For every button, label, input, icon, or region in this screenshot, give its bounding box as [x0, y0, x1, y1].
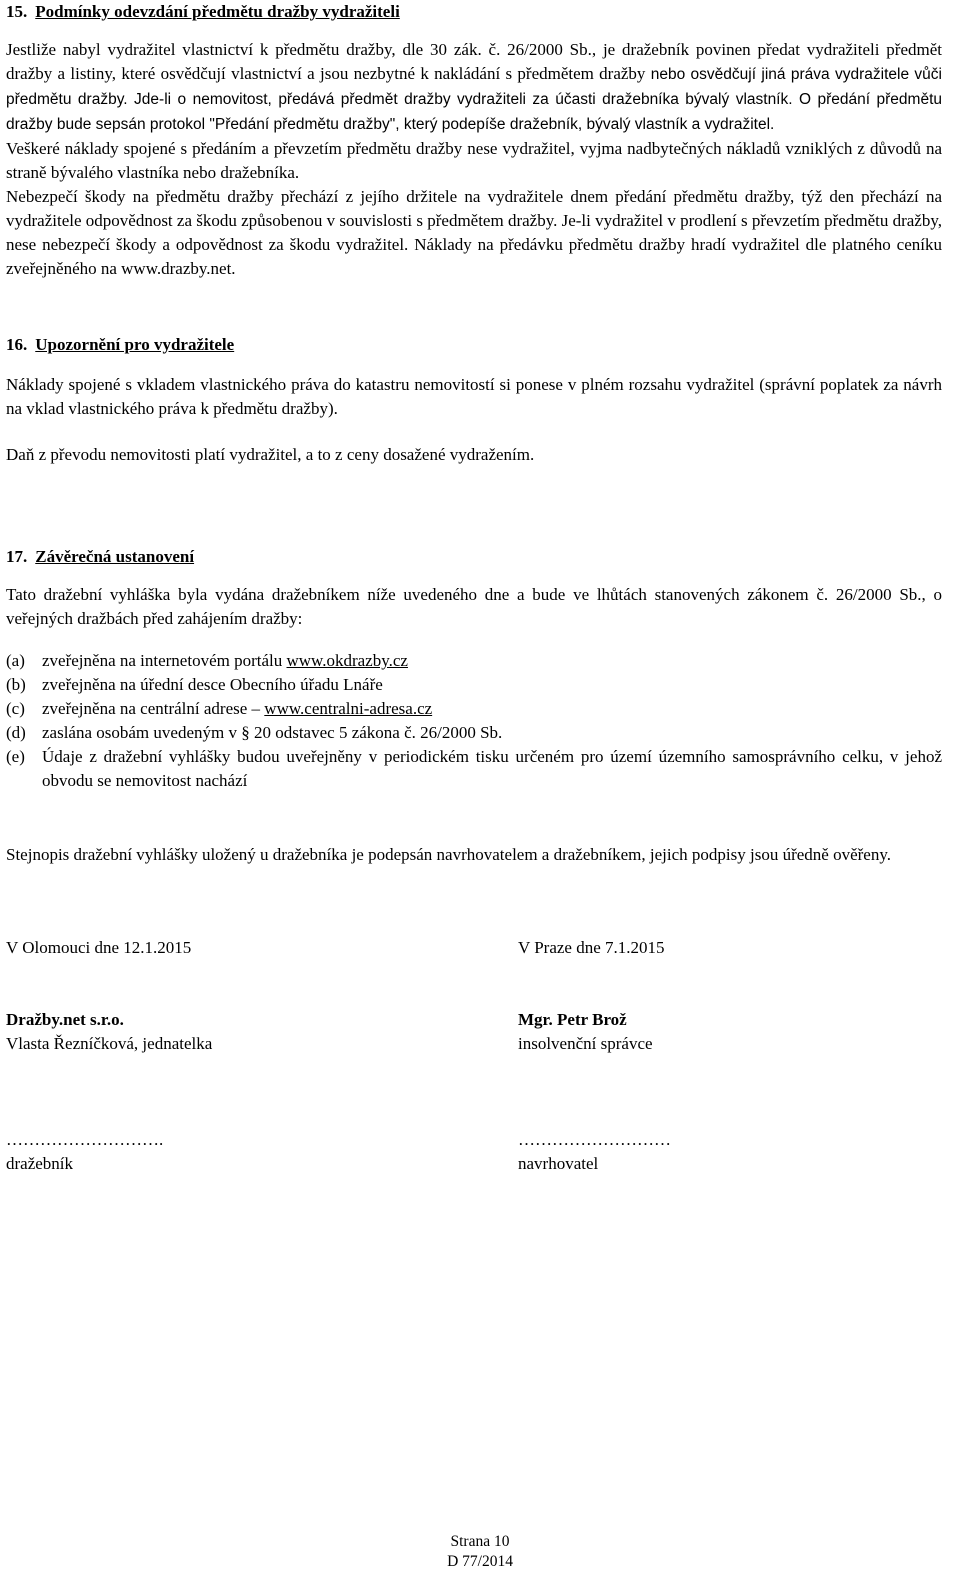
list-item-marker: (d): [6, 723, 26, 742]
list-item: [6, 745, 942, 793]
page-number: Strana 10: [450, 1533, 510, 1550]
okdrazby-link[interactable]: www.okdrazby.cz: [286, 651, 408, 670]
list-item-text: [42, 649, 942, 673]
document-number: D 77/2014: [447, 1553, 513, 1570]
signature-left-line: [6, 1128, 518, 1176]
list-item: [6, 697, 942, 721]
signature-left-person: Vlasta Řezníčková, jednatelka: [6, 1034, 213, 1053]
signature-right-person: insolvenční správce: [518, 1034, 653, 1053]
section-16-paragraph-2: Daň z převodu nemovitosti platí vydražitel, a to z ceny dosažené vydražením.: [6, 445, 535, 464]
section-17-paragraph-1: Tato dražební vyhláška byla vydána dražebníkem níže uvedeného dne a bude ve lhůtách stanovených zákonem č. 26/2000 Sb., o veřejných dražbách před zahájením dražby:: [6, 585, 942, 628]
list-item-text: [42, 697, 942, 721]
section-15-paragraph-1: [6, 38, 942, 137]
section-15-paragraph-1-part-b: nebo osvědčují jiná práva vydražitele vůči předmětu dražby. Jde-li o nemovitost, předává předmět dražby vydražiteli za účasti dražebníka bývalý vlastník. O předání předmětu dražby bude sepsán protokol "Předání předmětu dražby", který podepíše dražebník, bývalý vlastník a vydražitel.: [6, 66, 942, 133]
section-17-closing: Stejnopis dražební vyhlášky uložený u dražebníka je podepsán navrhovatelem a dražebníkem, jejich podpisy jsou úředně ověřeny.: [6, 845, 891, 864]
page-footer: [0, 1532, 960, 1572]
section-15-paragraph-2: Veškeré náklady spojené s předáním a převzetím předmětu dražby nese vydražitel, vyjma nadbytečných nákladů vzniklých z důvodů na straně bývalého vlastníka nebo dražebníka.: [6, 139, 942, 182]
signature-left-role: dražebník: [6, 1154, 74, 1173]
list-item-marker: (a): [6, 651, 25, 670]
signature-right-company: Mgr. Petr Brož: [518, 1010, 627, 1029]
signature-right-line: [518, 1128, 938, 1176]
publication-list: [6, 649, 942, 793]
signature-left-company: Dražby.net s.r.o.: [6, 1010, 124, 1029]
list-item-marker: (c): [6, 699, 25, 718]
signature-right-dots: ………………………: [518, 1130, 671, 1149]
signature-left-dots: ……………………….: [6, 1130, 164, 1149]
section-16-paragraph-1: Náklady spojené s vkladem vlastnického práva do katastru nemovitostí si ponese v plném rozsahu vydražitel (správní poplatek za návrh na vklad vlastnického práva k předmětu dražby).: [6, 375, 942, 418]
section-15: [6, 0, 942, 24]
list-item-text: zveřejněna na úřední desce Obecního úřadu Lnáře: [42, 675, 383, 694]
section-16: [6, 333, 942, 467]
section-15-number: 15.: [6, 2, 28, 21]
signature-left-block: [6, 1008, 518, 1056]
list-item-label: zveřejněna na centrální adrese –: [42, 699, 265, 718]
list-item-text: Údaje z dražební vyhlášky budou uveřejněny v periodickém tisku určeném pro území územního samosprávního celku, v jehož obvodu se nemovitost nachází: [42, 747, 942, 790]
section-17-title: Závěrečná ustanovení: [35, 547, 195, 566]
signature-place-dates: [6, 936, 942, 960]
signature-right-role: navrhovatel: [518, 1154, 599, 1173]
section-16-heading: [6, 333, 942, 357]
section-15-title: Podmínky odevzdání předmětu dražby vydražiteli: [35, 2, 400, 21]
list-item: [6, 721, 942, 745]
section-16-title: Upozornění pro vydražitele: [35, 335, 235, 354]
signature-lines: [6, 1128, 942, 1176]
signature-right-block: [518, 1008, 938, 1056]
section-15-heading: [6, 0, 942, 24]
section-17-heading: [6, 545, 942, 569]
list-item-label: zveřejněna na internetovém portálu: [42, 651, 287, 670]
list-item: [6, 673, 942, 697]
list-item-marker: (b): [6, 675, 26, 694]
signature-right-date: V Praze dne 7.1.2015: [518, 938, 665, 957]
section-17-number: 17.: [6, 547, 28, 566]
section-15-body: [6, 38, 942, 281]
list-item-text: zaslána osobám uvedeným v § 20 odstavec 5 zákona č. 26/2000 Sb.: [42, 723, 503, 742]
section-15-paragraph-3: Nebezpečí škody na předmětu dražby přechází z jejího držitele na vydražitele dnem předání předmětu dražby, týž den přechází na vydražitele odpovědnost za škodu způsobenou v souvislosti s předmětem dražby. Je-li vydražitel v prodlení s převzetím předmětu dražby, nese nebezpečí škody a odpovědnost za škodu vydražitel. Náklady na předávku předmětu dražby hradí vydražitel dle platného ceníku zveřejněného na www.drazby.net.: [6, 187, 942, 278]
centralni-adresa-link[interactable]: www.centralni-adresa.cz: [264, 699, 433, 718]
section-17: [6, 545, 942, 867]
signature-left-date: V Olomouci dne 12.1.2015: [6, 938, 192, 957]
signature-names: [6, 1008, 942, 1056]
section-16-number: 16.: [6, 335, 28, 354]
list-item: [6, 649, 942, 673]
section-15-paragraph-1-part-a: Jestliže nabyl vydražitel vlastnictví k předmětu dražby, dle 30 zák. č. 26/2000 Sb., je dražebník povinen předat vydražiteli předmět dražby a listiny, které osvědčují vlastnictví a jsou nezbytné k nakládání s předmětem dražby: [6, 40, 942, 83]
list-item-marker: (e): [6, 747, 25, 766]
